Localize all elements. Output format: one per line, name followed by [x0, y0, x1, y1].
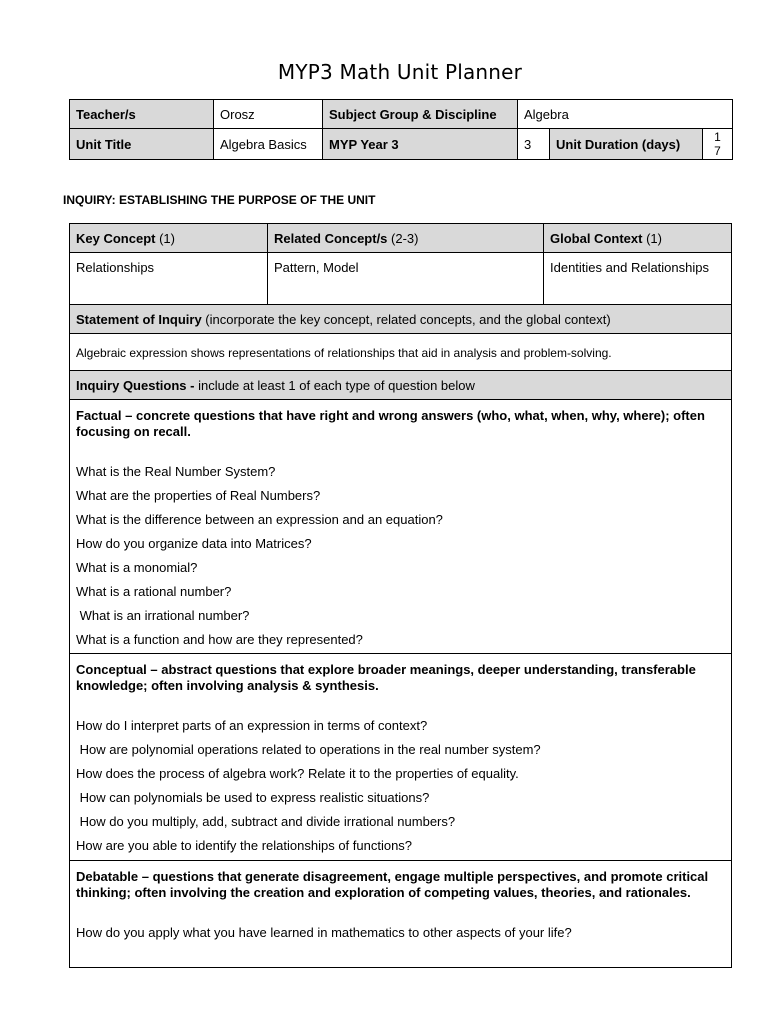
unit-title-label: Unit Title	[70, 129, 214, 160]
conceptual-question: How does the process of algebra work? Relate it to the properties of equality.	[76, 766, 519, 781]
inquiry-questions-header	[70, 371, 732, 400]
subject-label: Subject Group & Discipline	[323, 100, 518, 129]
duration-value-line-2: 7	[714, 144, 721, 158]
statement-header-row	[70, 305, 732, 334]
unit-title-value: Algebra Basics	[214, 129, 323, 160]
concepts-header-row	[70, 224, 732, 253]
related-concept-header	[268, 224, 544, 253]
conceptual-question-list	[76, 714, 725, 858]
global-context-hint: (1)	[642, 230, 662, 246]
inquiry-questions-hint: include at least 1 of each type of question below	[198, 377, 475, 393]
conceptual-question: How are you able to identify the relationships of functions?	[76, 838, 413, 853]
related-concept-hint: (2-3)	[387, 230, 419, 246]
statement-label: Statement of Inquiry	[76, 311, 202, 327]
global-context-header	[544, 224, 732, 253]
factual-question-list	[76, 460, 725, 652]
section-heading: INQUIRY: ESTABLISHING THE PURPOSE OF THE UNIT	[63, 193, 376, 207]
factual-question: What is a function and how are they represented?	[76, 632, 363, 647]
statement-value: Algebraic expression shows representations of relationships that aid in analysis and problem-solving.	[76, 345, 612, 360]
statement-value-row	[70, 334, 732, 371]
concepts-value-row	[70, 253, 732, 305]
key-concept-hint: (1)	[155, 230, 175, 246]
info-row-unit	[70, 129, 733, 160]
factual-row	[70, 400, 732, 654]
debatable-row	[70, 861, 732, 968]
global-context-label: Global Context	[550, 230, 643, 246]
unit-info-table	[69, 99, 733, 160]
key-concept-label: Key Concept	[76, 230, 156, 246]
debatable-cell	[70, 861, 732, 968]
statement-value-cell	[70, 334, 732, 371]
related-concept-value: Pattern, Model	[268, 253, 544, 305]
factual-question: How do you organize data into Matrices?	[76, 536, 312, 551]
debatable-heading: Debatable – questions that generate disagreement, engage multiple perspectives, and promote critical thinking; often involving the creation and exploration of competing values, theories, and rationales.	[76, 869, 709, 900]
page-title: MYP3 Math Unit Planner	[277, 60, 523, 84]
conceptual-question: How are polynomial operations related to operations in the real number system?	[76, 742, 541, 757]
inquiry-table	[69, 223, 732, 968]
duration-value	[703, 129, 733, 160]
factual-question: What is the difference between an expression and an equation?	[76, 512, 443, 527]
factual-question: What is a monomial?	[76, 560, 198, 575]
key-concept-header	[70, 224, 268, 253]
year-label: MYP Year 3	[323, 129, 518, 160]
conceptual-question: How do I interpret parts of an expression in terms of context?	[76, 718, 428, 733]
inquiry-questions-header-row	[70, 371, 732, 400]
duration-value-line-1: 1	[714, 130, 721, 144]
factual-cell	[70, 400, 732, 654]
global-context-value: Identities and Relationships	[544, 253, 732, 305]
conceptual-heading: Conceptual – abstract questions that explore broader meanings, deeper understanding, transferable knowledge; often involving analysis & synthesis.	[76, 662, 696, 693]
statement-of-inquiry-header	[70, 305, 732, 334]
conceptual-question: How can polynomials be used to express realistic situations?	[76, 790, 430, 805]
duration-label: Unit Duration (days)	[550, 129, 703, 160]
subject-value: Algebra	[518, 100, 733, 129]
teacher-label: Teacher/s	[70, 100, 214, 129]
teacher-value: Orosz	[214, 100, 323, 129]
key-concept-value: Relationships	[70, 253, 268, 305]
factual-question: What is the Real Number System?	[76, 464, 276, 479]
factual-heading: Factual – concrete questions that have right and wrong answers (who, what, when, why, where); often focusing on recall.	[76, 408, 705, 439]
conceptual-row	[70, 654, 732, 861]
factual-question: What is an irrational number?	[76, 608, 250, 623]
statement-hint: (incorporate the key concept, related concepts, and the global context)	[201, 311, 611, 327]
conceptual-question: How do you multiply, add, subtract and divide irrational numbers?	[76, 814, 456, 829]
info-row-teacher	[70, 100, 733, 129]
debatable-question: How do you apply what you have learned in mathematics to other aspects of your life?	[76, 925, 572, 940]
year-value: 3	[518, 129, 550, 160]
factual-question: What are the properties of Real Numbers?	[76, 488, 321, 503]
factual-question: What is a rational number?	[76, 584, 232, 599]
debatable-question-list	[76, 921, 725, 945]
inquiry-questions-label: Inquiry Questions -	[76, 377, 199, 393]
related-concept-label: Related Concept/s	[274, 230, 388, 246]
conceptual-cell	[70, 654, 732, 861]
